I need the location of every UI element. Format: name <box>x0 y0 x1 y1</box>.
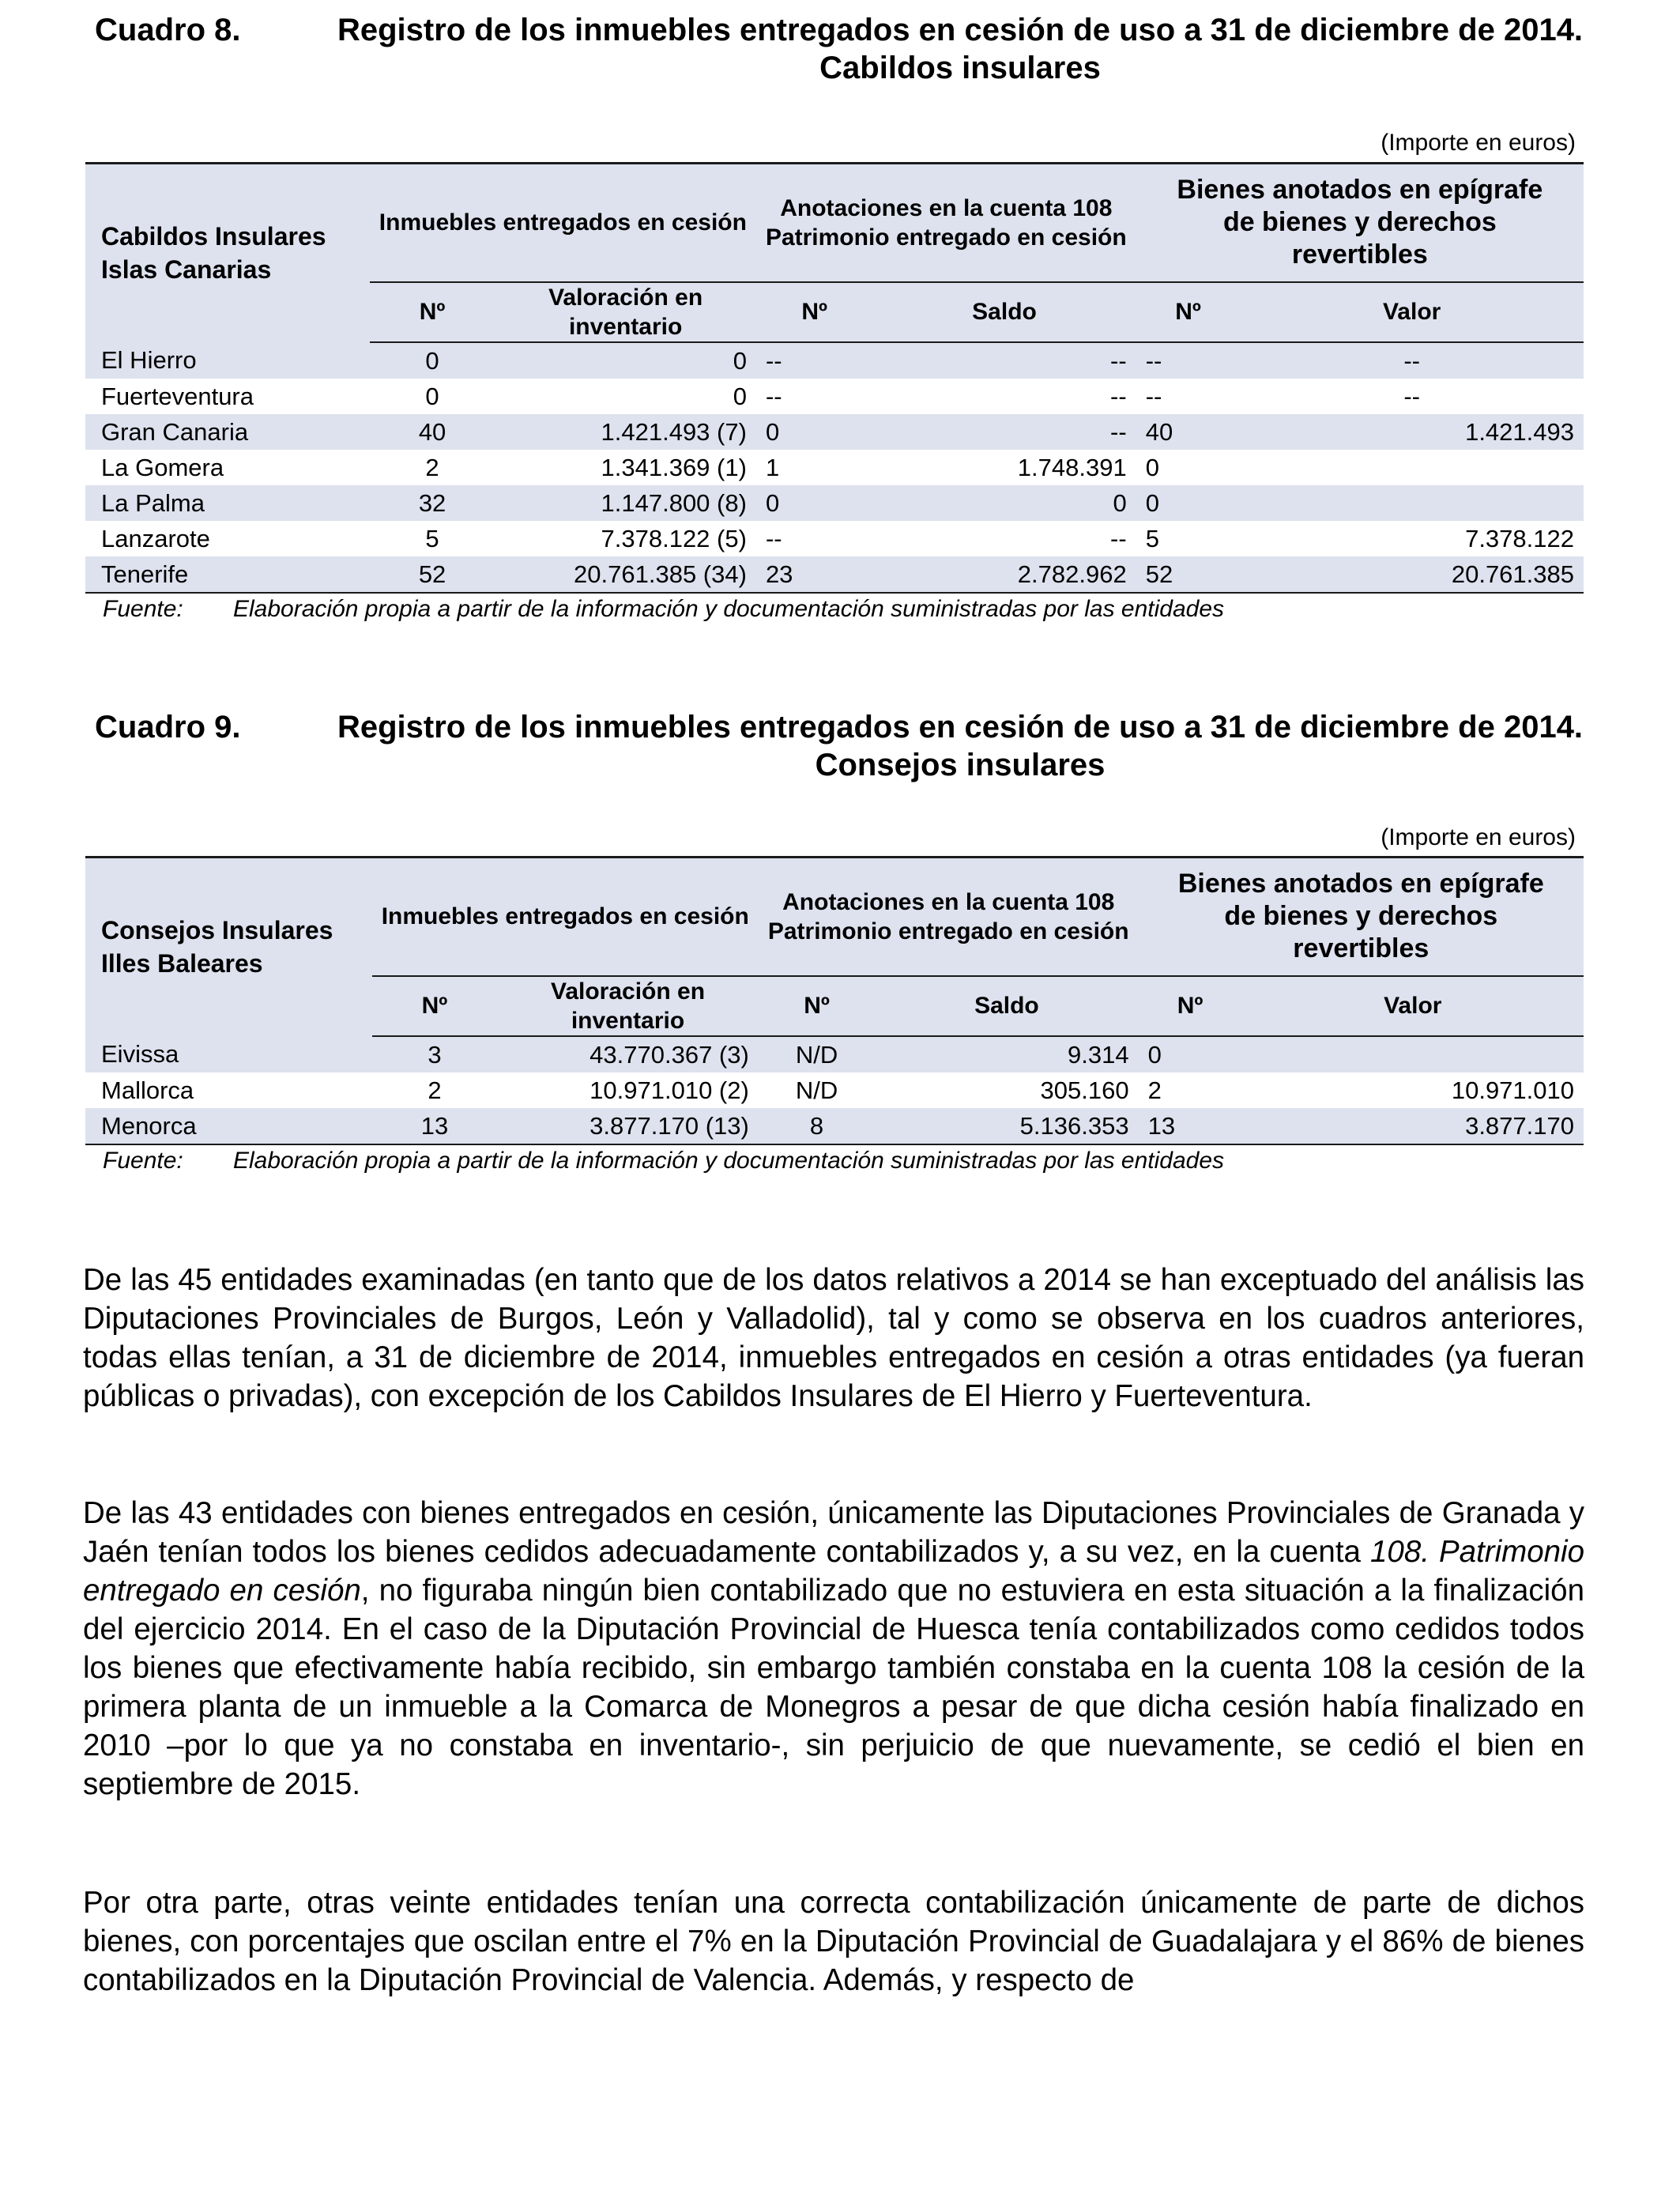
cell-n: 13 <box>372 1108 498 1144</box>
table-header-balance: Saldo <box>872 282 1136 342</box>
cell-n: 13 <box>1139 1108 1242 1144</box>
cell-value: 3.877.170 <box>1242 1108 1584 1144</box>
cell-n: N/D <box>759 1072 875 1108</box>
table-8-units: (Importe en euros) <box>1381 130 1576 156</box>
table-row <box>85 1072 1584 1108</box>
cell-balance: 1.748.391 <box>872 450 1136 485</box>
cell-n: 5 <box>370 521 495 556</box>
table-header-group-revertible: Bienes anotados en epígrafe de bienes y derechos revertibles <box>1136 164 1584 282</box>
cell-n: 40 <box>370 414 495 450</box>
cell-balance: -- <box>872 379 1136 414</box>
table-row <box>85 556 1584 593</box>
cell-n: -- <box>756 342 872 379</box>
table-header-group-revertible: Bienes anotados en epígrafe de bienes y derechos revertibles <box>1139 858 1584 976</box>
cell-n: 1 <box>756 450 872 485</box>
table-row <box>85 521 1584 556</box>
table-header-n: Nº <box>1136 282 1241 342</box>
table-header-group-cession: Inmuebles entregados en cesión <box>372 858 759 976</box>
cell-n: 2 <box>1139 1072 1242 1108</box>
table-row <box>85 1108 1584 1144</box>
cell-value: 20.761.385 <box>1240 556 1584 593</box>
cell-value <box>1240 485 1584 521</box>
table-8 <box>85 162 1584 594</box>
table-header-valuation: Valoración en inventario <box>495 282 756 342</box>
cell-value <box>1240 450 1584 485</box>
cell-n: 52 <box>1136 556 1241 593</box>
table-9 <box>85 856 1584 1145</box>
table-header-group-account-108: Anotaciones en la cuenta 108 Patrimonio entregado en cesión <box>756 164 1136 282</box>
cell-value: -- <box>1240 379 1584 414</box>
cell-n: 0 <box>1136 485 1241 521</box>
table-row <box>85 414 1584 450</box>
cell-entity: Fuerteventura <box>85 379 370 414</box>
cell-valuation: 1.341.369 (1) <box>495 450 756 485</box>
table-header-value: Valor <box>1240 282 1584 342</box>
cell-entity: Tenerife <box>85 556 370 593</box>
cell-entity: Mallorca <box>85 1072 372 1108</box>
paragraph-2: De las 43 entidades con bienes entregados en cesión, únicamente las Diputaciones Provinciales de Granada y Jaén tenían todos los bienes cedidos adecuadamente contabilizados y, a su vez, en la cuenta 108. Patrimonio entregado en cesión, no figuraba ningún bien contabilizado que no estuviera en esta situación a la finalización del ejercicio 2014. En el caso de la Diputación Provincial de Huesca tenía contabilizados como cedidos todos los bienes que efectivamente había recibido, sin embargo también constaba en la cuenta 108 la cesión de la primera planta de un inmueble a la Comarca de Monegros a pesar de que dicha cesión había finalizado en 2010 –por lo que ya no constaba en inventario-, sin perjuicio de que nuevamente, se cedió el bien en septiembre de 2015. <box>83 1496 1584 1801</box>
table-8-title: Registro de los inmuebles entregados en cesión de uso a 31 de diciembre de 2014. Cabildos insulares <box>337 13 1584 85</box>
cell-valuation: 20.761.385 (34) <box>495 556 756 593</box>
cell-n: 8 <box>759 1108 875 1144</box>
source-label: Fuente: <box>103 596 183 622</box>
cell-n: 40 <box>1136 414 1241 450</box>
cell-n: 0 <box>756 414 872 450</box>
cell-valuation: 7.378.122 (5) <box>495 521 756 556</box>
cell-n: 52 <box>370 556 495 593</box>
table-row <box>85 450 1584 485</box>
cell-value: 1.421.493 <box>1240 414 1584 450</box>
cell-valuation: 43.770.367 (3) <box>497 1036 759 1072</box>
cell-balance: 0 <box>872 485 1136 521</box>
cell-entity: Gran Canaria <box>85 414 370 450</box>
table-9-number: Cuadro 9. <box>95 710 241 745</box>
cell-entity: La Palma <box>85 485 370 521</box>
cell-value: 10.971.010 <box>1242 1072 1584 1108</box>
table-header-entity: Cabildos Insulares Islas Canarias <box>85 164 370 342</box>
table-header-n: Nº <box>370 282 495 342</box>
cell-valuation: 0 <box>495 342 756 379</box>
cell-entity: Lanzarote <box>85 521 370 556</box>
cell-balance: 2.782.962 <box>872 556 1136 593</box>
cell-valuation: 0 <box>495 379 756 414</box>
cell-value <box>1242 1036 1584 1072</box>
cell-n: 2 <box>370 450 495 485</box>
cell-n: 0 <box>370 342 495 379</box>
cell-value: 7.378.122 <box>1240 521 1584 556</box>
source-text: Elaboración propia a partir de la información y documentación suministradas por las entidades <box>233 1148 1225 1174</box>
table-row <box>85 485 1584 521</box>
table-header-entity: Consejos Insulares Illes Baleares <box>85 858 372 1036</box>
cell-n: -- <box>1136 342 1241 379</box>
cell-entity: Menorca <box>85 1108 372 1144</box>
table-header-n: Nº <box>756 282 872 342</box>
cell-balance: 9.314 <box>875 1036 1138 1072</box>
table-row <box>85 379 1584 414</box>
table-row <box>85 342 1584 379</box>
table-8-number: Cuadro 8. <box>95 13 241 47</box>
cell-balance: 5.136.353 <box>875 1108 1138 1144</box>
table-row <box>85 1036 1584 1072</box>
table-header-group-account-108: Anotaciones en la cuenta 108 Patrimonio entregado en cesión <box>759 858 1139 976</box>
cell-balance: -- <box>872 521 1136 556</box>
cell-n: N/D <box>759 1036 875 1072</box>
table-header-valuation: Valoración en inventario <box>497 976 759 1036</box>
cell-value: -- <box>1240 342 1584 379</box>
cell-balance: 305.160 <box>875 1072 1138 1108</box>
cell-n: 23 <box>756 556 872 593</box>
table-header-n: Nº <box>1139 976 1242 1036</box>
table-header-group-cession: Inmuebles entregados en cesión <box>370 164 756 282</box>
cell-n: -- <box>1136 379 1241 414</box>
cell-n: 0 <box>756 485 872 521</box>
cell-n: 32 <box>370 485 495 521</box>
table-9-title: Registro de los inmuebles entregados en cesión de uso a 31 de diciembre de 2014. Consejos insulares <box>337 710 1584 782</box>
cell-n: 0 <box>1136 450 1241 485</box>
cell-n: -- <box>756 379 872 414</box>
table-header-n: Nº <box>372 976 498 1036</box>
cell-balance: -- <box>872 414 1136 450</box>
table-header-n: Nº <box>759 976 875 1036</box>
table-9-units: (Importe en euros) <box>1381 824 1576 850</box>
cell-entity: Eivissa <box>85 1036 372 1072</box>
cell-valuation: 1.421.493 (7) <box>495 414 756 450</box>
cell-valuation: 1.147.800 (8) <box>495 485 756 521</box>
table-header-balance: Saldo <box>875 976 1138 1036</box>
cell-n: 0 <box>370 379 495 414</box>
cell-n: 0 <box>1139 1036 1242 1072</box>
cell-entity: La Gomera <box>85 450 370 485</box>
cell-n: -- <box>756 521 872 556</box>
source-text: Elaboración propia a partir de la información y documentación suministradas por las entidades <box>233 596 1225 622</box>
cell-balance: -- <box>872 342 1136 379</box>
cell-n: 2 <box>372 1072 498 1108</box>
cell-valuation: 10.971.010 (2) <box>497 1072 759 1108</box>
paragraph-1: De las 45 entidades examinadas (en tanto que de los datos relativos a 2014 se han exceptuado del análisis las Diputaciones Provinciales de Burgos, León y Valladolid), tal y como se observa en los cuadros anteriores, todas ellas tenían, a 31 de diciembre de 2014, inmuebles entregados en cesión a otras entidades (ya fueran públicas o privadas), con excepción de los Cabildos Insulares de El Hierro y Fuerteventura. <box>83 1263 1584 1413</box>
source-label: Fuente: <box>103 1148 183 1174</box>
cell-n: 3 <box>372 1036 498 1072</box>
account-name-italic: 108. Patrimonio entregado en cesión <box>83 1535 1584 1608</box>
cell-valuation: 3.877.170 (13) <box>497 1108 759 1144</box>
paragraph-3: Por otra parte, otras veinte entidades tenían una correcta contabilización únicamente de parte de dichos bienes, con porcentajes que oscilan entre el 7% en la Diputación Provincial de Guadalajara y el 86% de bienes contabilizados en la Diputación Provincial de Valencia. Además, y respecto de <box>83 1886 1584 1997</box>
cell-n: 5 <box>1136 521 1241 556</box>
cell-entity: El Hierro <box>85 342 370 379</box>
table-header-value: Valor <box>1242 976 1584 1036</box>
